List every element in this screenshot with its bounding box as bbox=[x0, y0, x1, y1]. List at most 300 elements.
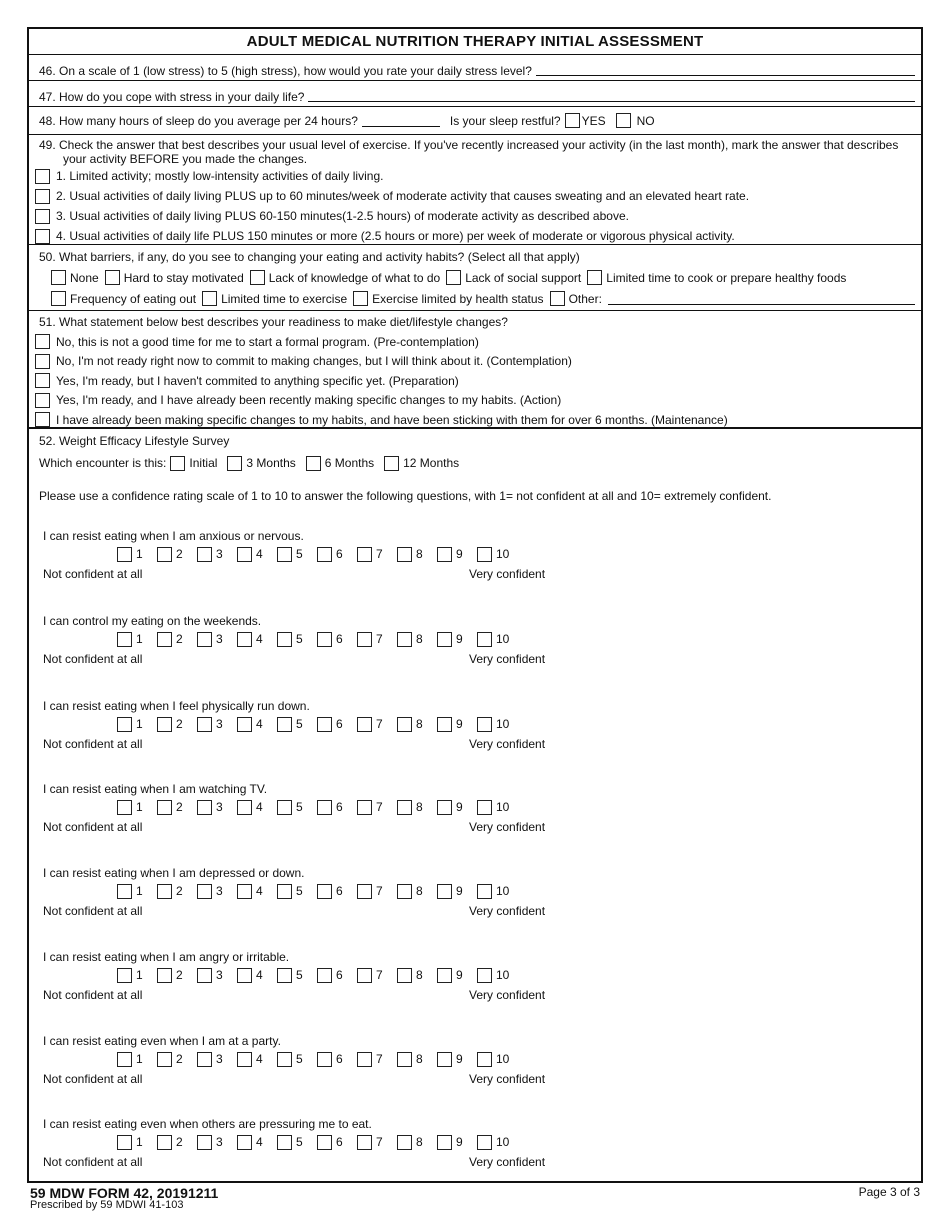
rating-option-2 bbox=[157, 547, 197, 562]
rating-10-label: 10 bbox=[496, 884, 510, 898]
rating-10-checkbox[interactable] bbox=[477, 547, 492, 562]
exercise-option-2 bbox=[29, 186, 921, 206]
encounter-6-months-checkbox[interactable] bbox=[306, 456, 321, 471]
rating-4-label: 4 bbox=[256, 632, 263, 646]
rating-5-checkbox[interactable] bbox=[277, 717, 292, 732]
rating-1-checkbox[interactable] bbox=[117, 884, 132, 899]
rating-option-6 bbox=[317, 800, 357, 815]
sleep-restful-yes-label: YES bbox=[581, 113, 606, 128]
encounter-12-months-checkbox[interactable] bbox=[384, 456, 399, 471]
rating-option-3 bbox=[197, 968, 237, 983]
rating-option-7 bbox=[357, 717, 397, 732]
encounter-3-months-checkbox[interactable] bbox=[227, 456, 242, 471]
readiness-option-3 bbox=[29, 371, 921, 391]
barrier-motivation-label: Hard to stay motivated bbox=[123, 270, 244, 285]
rating-5-label: 5 bbox=[296, 717, 303, 731]
rating-option-8 bbox=[397, 632, 437, 647]
rating-6-checkbox[interactable] bbox=[317, 1135, 332, 1150]
encounter-3-months-label: 3 Months bbox=[246, 456, 296, 470]
encounter-3-months bbox=[227, 456, 295, 471]
rating-3-label: 3 bbox=[216, 884, 223, 898]
question-46 bbox=[29, 55, 921, 81]
rating-option-8 bbox=[397, 547, 437, 562]
high-confidence-label: Very confident bbox=[469, 567, 546, 581]
survey-item-statement: I can resist eating even when others are pressuring me to eat. bbox=[43, 1117, 372, 1131]
readiness-option-2-checkbox[interactable] bbox=[35, 354, 50, 369]
survey-item-statement: I can resist eating when I am anxious or nervous. bbox=[43, 529, 304, 543]
encounter-initial-checkbox[interactable] bbox=[170, 456, 185, 471]
barrier-time-cook-checkbox[interactable] bbox=[587, 270, 602, 285]
rating-8-label: 8 bbox=[416, 800, 423, 814]
rating-6-checkbox[interactable] bbox=[317, 717, 332, 732]
sleep-restful-yes-checkbox[interactable] bbox=[565, 113, 580, 128]
rating-7-label: 7 bbox=[376, 717, 383, 731]
rating-option-5 bbox=[277, 547, 317, 562]
low-confidence-label: Not confident at all bbox=[43, 567, 143, 581]
rating-option-2 bbox=[157, 1052, 197, 1067]
rating-option-4 bbox=[237, 717, 277, 732]
rating-option-1 bbox=[117, 547, 157, 562]
low-confidence-label: Not confident at all bbox=[43, 820, 143, 834]
coping-field[interactable] bbox=[308, 101, 915, 102]
barrier-eating-out-label: Frequency of eating out bbox=[70, 291, 197, 306]
rating-10-checkbox[interactable] bbox=[477, 632, 492, 647]
rating-option-5 bbox=[277, 800, 317, 815]
barrier-knowledge-label: Lack of knowledge of what to do bbox=[268, 270, 441, 285]
rating-2-label: 2 bbox=[176, 547, 183, 561]
rating-1-checkbox[interactable] bbox=[117, 800, 132, 815]
rating-10-checkbox[interactable] bbox=[477, 884, 492, 899]
rating-9-checkbox[interactable] bbox=[437, 547, 452, 562]
rating-option-10 bbox=[477, 632, 517, 647]
encounter-6-months bbox=[306, 456, 374, 471]
barrier-none-checkbox[interactable] bbox=[51, 270, 66, 285]
rating-option-8 bbox=[397, 1052, 437, 1067]
rating-3-label: 3 bbox=[216, 968, 223, 982]
rating-2-label: 2 bbox=[176, 1052, 183, 1066]
rating-option-1 bbox=[117, 800, 157, 815]
rating-4-checkbox[interactable] bbox=[237, 1135, 252, 1150]
rating-3-label: 3 bbox=[216, 800, 223, 814]
rating-3-label: 3 bbox=[216, 1052, 223, 1066]
barrier-social-support bbox=[446, 270, 581, 285]
barrier-other-field[interactable] bbox=[608, 292, 915, 305]
rating-1-checkbox[interactable] bbox=[117, 968, 132, 983]
rating-9-checkbox[interactable] bbox=[437, 1135, 452, 1150]
rating-1-checkbox[interactable] bbox=[117, 547, 132, 562]
rating-8-label: 8 bbox=[416, 1052, 423, 1066]
rating-10-checkbox[interactable] bbox=[477, 1135, 492, 1150]
rating-6-label: 6 bbox=[336, 547, 343, 561]
rating-5-label: 5 bbox=[296, 1135, 303, 1149]
rating-10-checkbox[interactable] bbox=[477, 1052, 492, 1067]
rating-option-7 bbox=[357, 547, 397, 562]
readiness-option-2-label: No, I'm not ready right now to commit to making changes, but I will think about it. (Contemplation) bbox=[56, 354, 572, 369]
rating-2-label: 2 bbox=[176, 632, 183, 646]
rating-7-label: 7 bbox=[376, 632, 383, 646]
rating-4-checkbox[interactable] bbox=[237, 884, 252, 899]
barrier-eating-out-checkbox[interactable] bbox=[51, 291, 66, 306]
rating-2-checkbox[interactable] bbox=[157, 632, 172, 647]
rating-5-checkbox[interactable] bbox=[277, 632, 292, 647]
rating-7-checkbox[interactable] bbox=[357, 968, 372, 983]
rating-10-label: 10 bbox=[496, 800, 510, 814]
rating-3-label: 3 bbox=[216, 547, 223, 561]
rating-5-label: 5 bbox=[296, 547, 303, 561]
confidence-rating bbox=[117, 882, 517, 900]
form-title: ADULT MEDICAL NUTRITION THERAPY INITIAL ASSESSMENT bbox=[29, 29, 921, 55]
encounter-12-months bbox=[384, 456, 459, 471]
rating-2-checkbox[interactable] bbox=[157, 547, 172, 562]
rating-option-5 bbox=[277, 632, 317, 647]
question-49-text: 49. Check the answer that best describes your usual level of exercise. If you've recently increased your activity (in the last month), mark the answer that describes your activity BEFORE you made the changes. bbox=[39, 138, 899, 166]
rating-option-7 bbox=[357, 1052, 397, 1067]
barrier-other-checkbox[interactable] bbox=[550, 291, 565, 306]
confidence-rating bbox=[117, 630, 517, 648]
rating-8-checkbox[interactable] bbox=[397, 547, 412, 562]
rating-option-3 bbox=[197, 632, 237, 647]
rating-4-label: 4 bbox=[256, 717, 263, 731]
readiness-option-5-checkbox[interactable] bbox=[35, 412, 50, 427]
rating-10-label: 10 bbox=[496, 547, 510, 561]
barrier-time-cook-label: Limited time to cook or prepare healthy foods bbox=[606, 270, 847, 285]
confidence-rating bbox=[117, 966, 517, 984]
rating-1-label: 1 bbox=[136, 547, 143, 561]
rating-7-checkbox[interactable] bbox=[357, 800, 372, 815]
rating-6-checkbox[interactable] bbox=[317, 1052, 332, 1067]
rating-8-checkbox[interactable] bbox=[397, 717, 412, 732]
rating-3-checkbox[interactable] bbox=[197, 800, 212, 815]
rating-2-checkbox[interactable] bbox=[157, 968, 172, 983]
rating-5-label: 5 bbox=[296, 632, 303, 646]
barrier-social-support-checkbox[interactable] bbox=[446, 270, 461, 285]
rating-3-label: 3 bbox=[216, 632, 223, 646]
sleep-restful-label: Is your sleep restful? bbox=[449, 113, 561, 128]
barrier-none-label: None bbox=[70, 270, 99, 285]
exercise-option-1-checkbox[interactable] bbox=[35, 169, 50, 184]
rating-7-label: 7 bbox=[376, 884, 383, 898]
rating-2-checkbox[interactable] bbox=[157, 1135, 172, 1150]
rating-option-8 bbox=[397, 717, 437, 732]
rating-7-label: 7 bbox=[376, 1052, 383, 1066]
survey-item-statement: I can resist eating when I feel physically run down. bbox=[43, 699, 310, 713]
page-number: Page 3 of 3 bbox=[858, 1185, 920, 1199]
rating-option-9 bbox=[437, 884, 477, 899]
rating-7-checkbox[interactable] bbox=[357, 547, 372, 562]
rating-option-6 bbox=[317, 547, 357, 562]
rating-6-label: 6 bbox=[336, 968, 343, 982]
low-confidence-label: Not confident at all bbox=[43, 1155, 143, 1169]
rating-option-1 bbox=[117, 1135, 157, 1150]
rating-option-10 bbox=[477, 547, 517, 562]
rating-9-label: 9 bbox=[456, 632, 463, 646]
rating-8-label: 8 bbox=[416, 632, 423, 646]
rating-option-5 bbox=[277, 1135, 317, 1150]
survey-item-2 bbox=[29, 614, 925, 674]
rating-4-label: 4 bbox=[256, 800, 263, 814]
rating-10-label: 10 bbox=[496, 632, 510, 646]
rating-option-10 bbox=[477, 1052, 517, 1067]
rating-option-4 bbox=[237, 884, 277, 899]
exercise-option-2-checkbox[interactable] bbox=[35, 189, 50, 204]
barrier-motivation-checkbox[interactable] bbox=[105, 270, 120, 285]
rating-option-4 bbox=[237, 968, 277, 983]
survey-instructions: Please use a confidence rating scale of 1 to 10 to answer the following questions, with 1= not confident at all and 10= extremely confident. bbox=[39, 489, 772, 503]
rating-10-label: 10 bbox=[496, 968, 510, 982]
rating-2-label: 2 bbox=[176, 968, 183, 982]
rating-3-checkbox[interactable] bbox=[197, 968, 212, 983]
rating-6-checkbox[interactable] bbox=[317, 632, 332, 647]
rating-5-label: 5 bbox=[296, 1052, 303, 1066]
rating-4-checkbox[interactable] bbox=[237, 547, 252, 562]
barrier-motivation bbox=[105, 270, 244, 285]
rating-option-6 bbox=[317, 1052, 357, 1067]
rating-1-label: 1 bbox=[136, 884, 143, 898]
rating-option-7 bbox=[357, 1135, 397, 1150]
rating-9-checkbox[interactable] bbox=[437, 717, 452, 732]
rating-8-checkbox[interactable] bbox=[397, 968, 412, 983]
rating-10-label: 10 bbox=[496, 1135, 510, 1149]
rating-9-label: 9 bbox=[456, 968, 463, 982]
rating-2-label: 2 bbox=[176, 1135, 183, 1149]
readiness-option-1-checkbox[interactable] bbox=[35, 334, 50, 349]
question-47-text: 47. How do you cope with stress in your daily life? bbox=[39, 90, 305, 104]
rating-8-checkbox[interactable] bbox=[397, 1135, 412, 1150]
rating-7-checkbox[interactable] bbox=[357, 632, 372, 647]
rating-5-checkbox[interactable] bbox=[277, 800, 292, 815]
question-52 bbox=[29, 429, 921, 1177]
rating-3-checkbox[interactable] bbox=[197, 1135, 212, 1150]
rating-option-10 bbox=[477, 800, 517, 815]
rating-option-9 bbox=[437, 800, 477, 815]
rating-option-1 bbox=[117, 632, 157, 647]
rating-option-3 bbox=[197, 1135, 237, 1150]
rating-8-checkbox[interactable] bbox=[397, 800, 412, 815]
rating-7-checkbox[interactable] bbox=[357, 884, 372, 899]
barrier-other bbox=[550, 291, 602, 306]
rating-6-label: 6 bbox=[336, 884, 343, 898]
survey-item-8 bbox=[29, 1117, 925, 1177]
rating-option-5 bbox=[277, 884, 317, 899]
rating-1-label: 1 bbox=[136, 717, 143, 731]
rating-8-checkbox[interactable] bbox=[397, 1052, 412, 1067]
rating-1-checkbox[interactable] bbox=[117, 717, 132, 732]
exercise-option-3 bbox=[29, 206, 921, 226]
rating-5-checkbox[interactable] bbox=[277, 968, 292, 983]
readiness-option-4 bbox=[29, 391, 921, 411]
rating-2-checkbox[interactable] bbox=[157, 800, 172, 815]
survey-item-3 bbox=[29, 699, 925, 759]
rating-6-checkbox[interactable] bbox=[317, 547, 332, 562]
question-48 bbox=[29, 107, 921, 135]
question-46-text: 46. On a scale of 1 (low stress) to 5 (high stress), how would you rate your daily stress level? bbox=[39, 64, 532, 78]
rating-10-checkbox[interactable] bbox=[477, 800, 492, 815]
rating-option-2 bbox=[157, 800, 197, 815]
rating-4-checkbox[interactable] bbox=[237, 632, 252, 647]
rating-9-checkbox[interactable] bbox=[437, 800, 452, 815]
rating-option-5 bbox=[277, 1052, 317, 1067]
barrier-knowledge bbox=[250, 270, 440, 285]
rating-option-2 bbox=[157, 884, 197, 899]
rating-4-checkbox[interactable] bbox=[237, 717, 252, 732]
rating-9-checkbox[interactable] bbox=[437, 968, 452, 983]
rating-9-label: 9 bbox=[456, 717, 463, 731]
rating-6-label: 6 bbox=[336, 1135, 343, 1149]
rating-option-3 bbox=[197, 717, 237, 732]
high-confidence-label: Very confident bbox=[469, 737, 546, 751]
rating-1-checkbox[interactable] bbox=[117, 632, 132, 647]
barrier-time-exercise bbox=[202, 291, 347, 306]
rating-option-4 bbox=[237, 632, 277, 647]
exercise-option-1-label: 1. Limited activity; mostly low-intensity activities of daily living. bbox=[56, 169, 384, 183]
survey-item-statement: I can control my eating on the weekends. bbox=[43, 614, 262, 628]
rating-4-label: 4 bbox=[256, 1052, 263, 1066]
rating-option-2 bbox=[157, 632, 197, 647]
rating-6-label: 6 bbox=[336, 717, 343, 731]
rating-option-9 bbox=[437, 968, 477, 983]
rating-3-label: 3 bbox=[216, 717, 223, 731]
question-50 bbox=[29, 245, 921, 311]
rating-8-checkbox[interactable] bbox=[397, 632, 412, 647]
barrier-knowledge-checkbox[interactable] bbox=[250, 270, 265, 285]
question-51 bbox=[29, 311, 921, 429]
stress-level-field[interactable] bbox=[536, 75, 915, 76]
rating-option-3 bbox=[197, 1052, 237, 1067]
rating-option-7 bbox=[357, 800, 397, 815]
rating-4-checkbox[interactable] bbox=[237, 800, 252, 815]
rating-2-checkbox[interactable] bbox=[157, 717, 172, 732]
rating-option-8 bbox=[397, 800, 437, 815]
rating-9-checkbox[interactable] bbox=[437, 632, 452, 647]
rating-10-label: 10 bbox=[496, 1052, 510, 1066]
rating-10-checkbox[interactable] bbox=[477, 717, 492, 732]
encounter-label: Which encounter is this: bbox=[39, 456, 167, 470]
rating-3-checkbox[interactable] bbox=[197, 547, 212, 562]
rating-3-checkbox[interactable] bbox=[197, 884, 212, 899]
rating-9-checkbox[interactable] bbox=[437, 884, 452, 899]
exercise-option-2-label: 2. Usual activities of daily living PLUS up to 60 minutes/week of moderate activity that causes sweating and an elevated heart rate. bbox=[56, 189, 750, 203]
survey-item-7 bbox=[29, 1034, 925, 1094]
readiness-option-4-label: Yes, I'm ready, and I have already been recently making specific changes to my habits. (Action) bbox=[56, 393, 562, 408]
rating-option-4 bbox=[237, 800, 277, 815]
encounter-row bbox=[39, 454, 465, 472]
prescribed-by: Prescribed by 59 MDWI 41-103 bbox=[30, 1199, 184, 1211]
low-confidence-label: Not confident at all bbox=[43, 652, 143, 666]
sleep-hours-field[interactable] bbox=[362, 115, 440, 127]
sleep-restful-no-checkbox[interactable] bbox=[616, 113, 631, 128]
low-confidence-label: Not confident at all bbox=[43, 1072, 143, 1086]
encounter-initial bbox=[170, 456, 217, 471]
barrier-social-support-label: Lack of social support bbox=[465, 270, 582, 285]
rating-option-6 bbox=[317, 968, 357, 983]
readiness-option-3-checkbox[interactable] bbox=[35, 373, 50, 388]
rating-2-checkbox[interactable] bbox=[157, 1052, 172, 1067]
sleep-restful-no-label: NO bbox=[636, 113, 655, 128]
survey-item-statement: I can resist eating when I am angry or irritable. bbox=[43, 950, 290, 964]
rating-7-checkbox[interactable] bbox=[357, 717, 372, 732]
rating-9-label: 9 bbox=[456, 1135, 463, 1149]
high-confidence-label: Very confident bbox=[469, 820, 546, 834]
confidence-rating bbox=[117, 798, 517, 816]
rating-5-checkbox[interactable] bbox=[277, 884, 292, 899]
rating-option-3 bbox=[197, 800, 237, 815]
rating-option-9 bbox=[437, 1135, 477, 1150]
survey-item-statement: I can resist eating even when I am at a party. bbox=[43, 1034, 281, 1048]
barrier-time-cook bbox=[587, 270, 846, 285]
question-51-text: 51. What statement below best describes your readiness to make diet/lifestyle changes? bbox=[39, 315, 508, 329]
low-confidence-label: Not confident at all bbox=[43, 904, 143, 918]
survey-item-6 bbox=[29, 950, 925, 1010]
rating-2-label: 2 bbox=[176, 717, 183, 731]
rating-option-6 bbox=[317, 1135, 357, 1150]
exercise-option-3-checkbox[interactable] bbox=[35, 209, 50, 224]
rating-9-checkbox[interactable] bbox=[437, 1052, 452, 1067]
rating-9-label: 9 bbox=[456, 547, 463, 561]
rating-option-5 bbox=[277, 717, 317, 732]
rating-5-label: 5 bbox=[296, 884, 303, 898]
rating-8-label: 8 bbox=[416, 717, 423, 731]
question-47 bbox=[29, 81, 921, 107]
rating-1-checkbox[interactable] bbox=[117, 1135, 132, 1150]
rating-8-checkbox[interactable] bbox=[397, 884, 412, 899]
readiness-option-1 bbox=[29, 332, 921, 352]
rating-option-1 bbox=[117, 717, 157, 732]
exercise-option-4-checkbox[interactable] bbox=[35, 229, 50, 244]
rating-9-label: 9 bbox=[456, 884, 463, 898]
rating-5-checkbox[interactable] bbox=[277, 1135, 292, 1150]
exercise-option-4 bbox=[29, 226, 921, 246]
rating-7-checkbox[interactable] bbox=[357, 1052, 372, 1067]
barrier-time-exercise-checkbox[interactable] bbox=[202, 291, 217, 306]
rating-3-checkbox[interactable] bbox=[197, 717, 212, 732]
barrier-health-status-checkbox[interactable] bbox=[353, 291, 368, 306]
readiness-option-1-label: No, this is not a good time for me to start a formal program. (Pre-contemplation) bbox=[56, 334, 479, 349]
rating-option-7 bbox=[357, 884, 397, 899]
rating-3-checkbox[interactable] bbox=[197, 632, 212, 647]
rating-4-checkbox[interactable] bbox=[237, 968, 252, 983]
rating-2-checkbox[interactable] bbox=[157, 884, 172, 899]
rating-4-checkbox[interactable] bbox=[237, 1052, 252, 1067]
rating-2-label: 2 bbox=[176, 884, 183, 898]
rating-10-label: 10 bbox=[496, 717, 510, 731]
rating-10-checkbox[interactable] bbox=[477, 968, 492, 983]
rating-6-checkbox[interactable] bbox=[317, 800, 332, 815]
rating-5-checkbox[interactable] bbox=[277, 547, 292, 562]
rating-option-2 bbox=[157, 1135, 197, 1150]
encounter-12-months-label: 12 Months bbox=[403, 456, 460, 470]
rating-1-label: 1 bbox=[136, 1052, 143, 1066]
barrier-time-exercise-label: Limited time to exercise bbox=[221, 291, 348, 306]
rating-6-checkbox[interactable] bbox=[317, 884, 332, 899]
rating-5-checkbox[interactable] bbox=[277, 1052, 292, 1067]
exercise-option-4-label: 4. Usual activities of daily life PLUS 150 minutes or more (2.5 hours or more) per week of moderate or vigorous physical activity. bbox=[56, 229, 735, 243]
readiness-option-4-checkbox[interactable] bbox=[35, 393, 50, 408]
rating-option-6 bbox=[317, 884, 357, 899]
rating-option-1 bbox=[117, 1052, 157, 1067]
rating-5-label: 5 bbox=[296, 800, 303, 814]
rating-3-checkbox[interactable] bbox=[197, 1052, 212, 1067]
rating-1-label: 1 bbox=[136, 1135, 143, 1149]
readiness-option-3-label: Yes, I'm ready, but I haven't commited to anything specific yet. (Preparation) bbox=[56, 373, 459, 388]
high-confidence-label: Very confident bbox=[469, 988, 546, 1002]
rating-option-9 bbox=[437, 1052, 477, 1067]
rating-option-10 bbox=[477, 968, 517, 983]
rating-6-checkbox[interactable] bbox=[317, 968, 332, 983]
rating-9-label: 9 bbox=[456, 1052, 463, 1066]
barrier-other-label: Other: bbox=[568, 291, 602, 306]
rating-1-checkbox[interactable] bbox=[117, 1052, 132, 1067]
rating-7-checkbox[interactable] bbox=[357, 1135, 372, 1150]
